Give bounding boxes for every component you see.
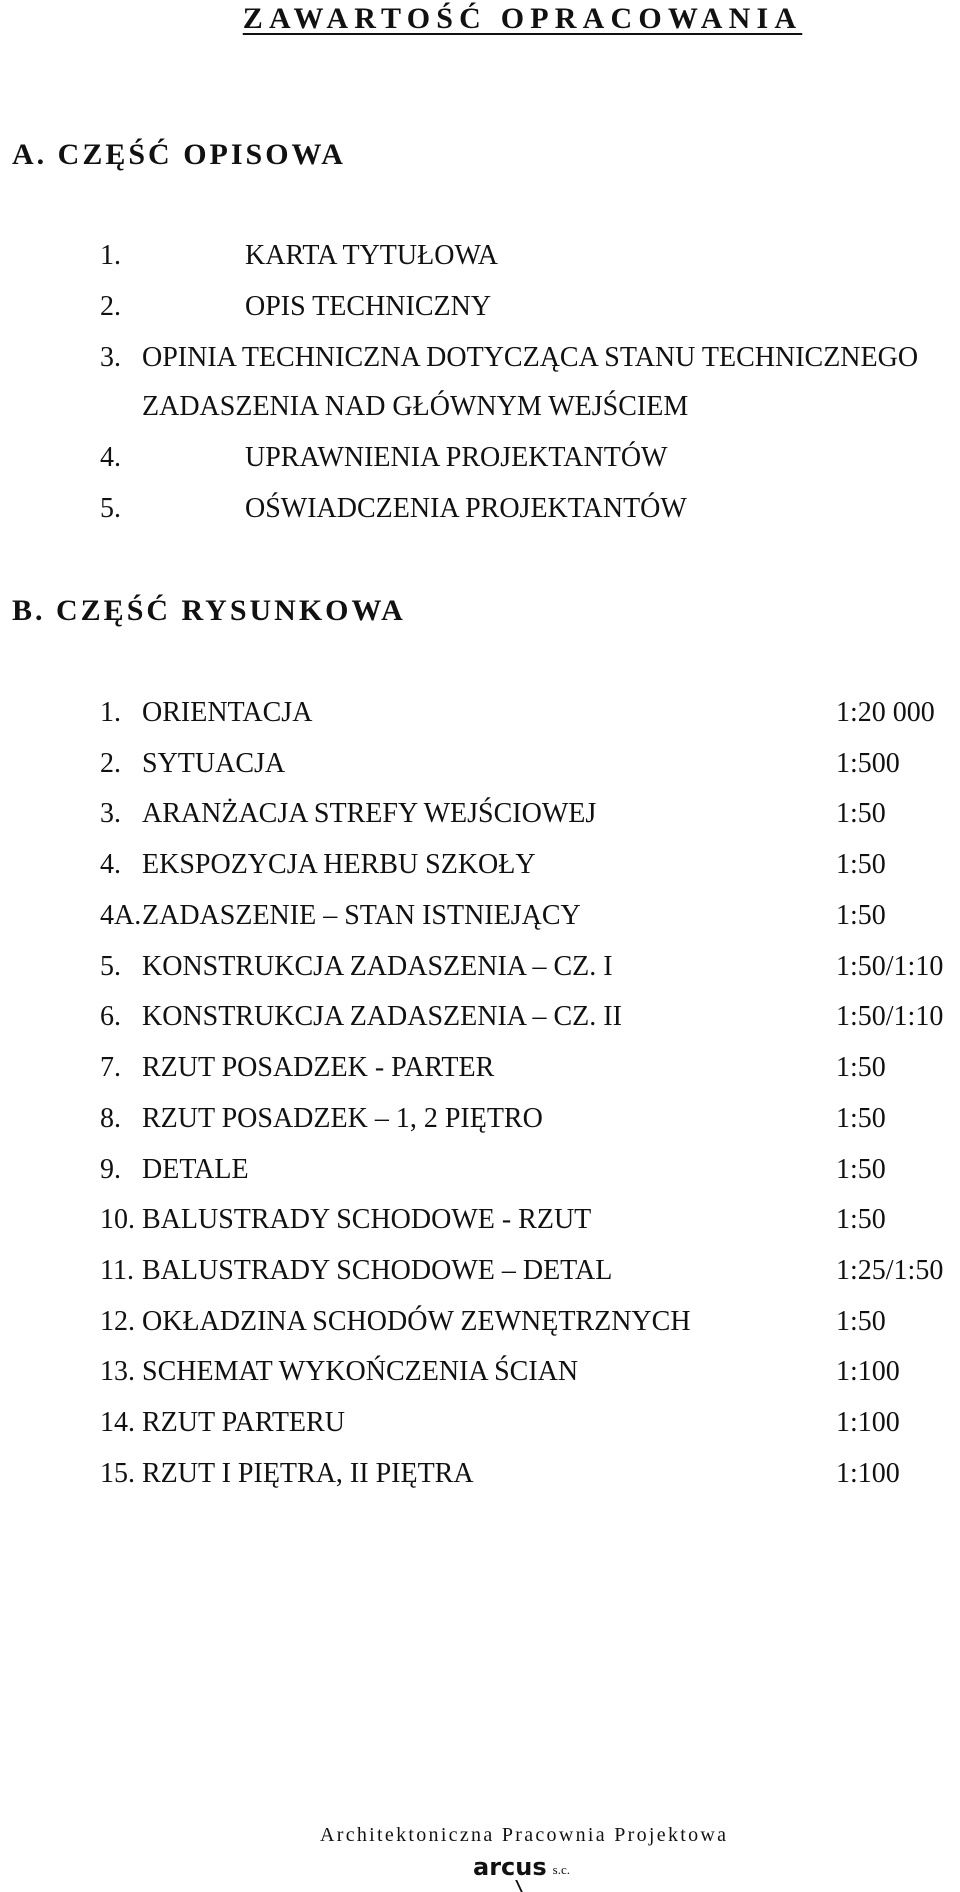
item-number: 3. [100,342,121,373]
item-number: 4. [100,442,121,473]
section-b-heading: B. CZĘŚĆ RYSUNKOWA [12,594,406,627]
item-scale: 1:500 [836,748,900,779]
drawing-row [0,1300,960,1344]
item-label: ZADASZENIA NAD GŁÓWNYM WEJŚCIEM [142,391,689,422]
item-number: 6. [100,1001,121,1032]
item-label: RZUT POSADZEK - PARTER [142,1052,495,1083]
drawing-row [0,945,960,989]
list-item [0,436,960,480]
item-scale: 1:50/1:10 [836,1001,944,1032]
item-number: 8. [100,1103,121,1134]
item-label: SYTUACJA [142,748,286,779]
item-scale: 1:50 [836,1204,886,1235]
item-label: KARTA TYTUŁOWA [245,240,498,271]
list-item-continuation [0,385,960,429]
list-item [0,336,960,380]
item-scale: 1:50 [836,1154,886,1185]
section-a-heading: A. CZĘŚĆ OPISOWA [12,138,346,171]
drawing-row [0,843,960,887]
item-number: 1. [100,240,121,271]
drawing-row [0,894,960,938]
item-scale: 1:50 [836,900,886,931]
item-number: 2. [100,748,121,779]
logo-suffix: s.c. [552,1861,570,1877]
drawing-row [0,1046,960,1090]
item-scale: 1:25/1:50 [836,1255,944,1286]
item-label: EKSPOZYCJA HERBU SZKOŁY [142,849,536,880]
item-label: SCHEMAT WYKOŃCZENIA ŚCIAN [142,1356,579,1387]
item-scale: 1:50 [836,1052,886,1083]
item-label: UPRAWNIENIA PROJEKTANTÓW [245,442,668,473]
drawing-row [0,1401,960,1445]
item-number: 14. [100,1407,135,1438]
document-title: ZAWARTOŚĆ OPRACOWANIA [242,2,803,35]
item-number: 9. [100,1154,121,1185]
drawing-row [0,1249,960,1293]
item-scale: 1:20 000 [836,697,935,728]
footer-company-name: Architektoniczna Pracownia Projektowa [320,1824,729,1846]
item-scale: 1:100 [836,1407,900,1438]
item-number: 11. [100,1255,134,1286]
item-label: BALUSTRADY SCHODOWE - RZUT [142,1204,592,1235]
item-number: 4. [100,849,121,880]
item-label: ZADASZENIE – STAN ISTNIEJĄCY [142,900,581,931]
drawing-row [0,742,960,786]
drawing-row [0,1148,960,1192]
item-label: KONSTRUKCJA ZADASZENIA – CZ. I [142,951,613,982]
item-label: OŚWIADCZENIA PROJEKTANTÓW [245,493,687,524]
item-label: OKŁADZINA SCHODÓW ZEWNĘTRZNYCH [142,1306,691,1337]
drawing-row [0,691,960,735]
item-label: RZUT PARTERU [142,1407,345,1438]
item-number: 1. [100,697,121,728]
item-number: 4A. [100,900,142,931]
item-number: 7. [100,1052,121,1083]
item-label: RZUT POSADZEK – 1, 2 PIĘTRO [142,1103,543,1134]
item-scale: 1:50/1:10 [836,951,944,982]
item-label: OPINIA TECHNICZNA DOTYCZĄCA STANU TECHNICZNEGO [142,342,919,373]
logo-text: arcus [473,1853,547,1881]
drawing-row [0,1198,960,1242]
item-number: 13. [100,1356,135,1387]
list-item [0,487,960,531]
item-number: 10. [100,1204,135,1235]
list-item [0,285,960,329]
item-scale: 1:100 [836,1356,900,1387]
list-item [0,234,960,278]
item-number: 15. [100,1458,135,1489]
item-label: ARANŻACJA STREFY WEJŚCIOWEJ [142,798,597,829]
company-logo [473,1852,570,1882]
item-scale: 1:50 [836,1306,886,1337]
drawing-row [0,1452,960,1496]
item-scale: 1:100 [836,1458,900,1489]
item-label: KONSTRUKCJA ZADASZENIA – CZ. II [142,1001,622,1032]
drawing-row [0,792,960,836]
item-number: 5. [100,493,121,524]
item-label: RZUT I PIĘTRA, II PIĘTRA [142,1458,474,1489]
item-scale: 1:50 [836,849,886,880]
item-number: 5. [100,951,121,982]
item-label: DETALE [142,1154,249,1185]
item-label: ORIENTACJA [142,697,313,728]
item-scale: 1:50 [836,798,886,829]
drawing-row [0,1097,960,1141]
item-label: OPIS TECHNICZNY [245,291,492,322]
item-number: 3. [100,798,121,829]
item-label: BALUSTRADY SCHODOWE – DETAL [142,1255,613,1286]
item-number: 12. [100,1306,135,1337]
item-number: 2. [100,291,121,322]
drawing-row [0,995,960,1039]
item-scale: 1:50 [836,1103,886,1134]
drawing-row [0,1350,960,1394]
